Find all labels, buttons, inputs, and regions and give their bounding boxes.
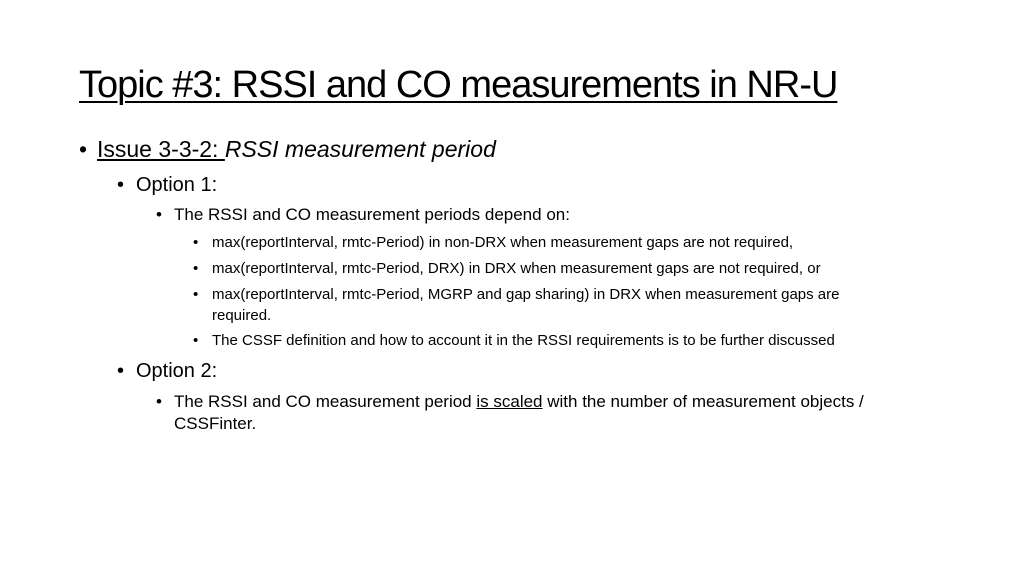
issue-label: Issue 3-3-2: bbox=[97, 136, 225, 162]
list-item: max(reportInterval, rmtc-Period, DRX) in DRX when measurement gaps are not required, or bbox=[212, 260, 821, 277]
bullet-icon: • bbox=[79, 136, 88, 162]
option2-text bbox=[174, 391, 864, 413]
bullet-icon: • bbox=[156, 392, 162, 411]
list-item: max(reportInterval, rmtc-Period, MGRP and gap sharing) in DRX when measurement gaps are bbox=[212, 286, 840, 303]
bullet-icon: • bbox=[193, 332, 199, 349]
bullet-icon: • bbox=[117, 360, 125, 382]
bullet-icon: • bbox=[117, 174, 125, 196]
option2-text-underlined: is scaled bbox=[476, 392, 543, 411]
option1-intro: The RSSI and CO measurement periods depend on: bbox=[174, 205, 570, 224]
option1-label: Option 1: bbox=[136, 174, 218, 196]
slide-title: Topic #3: RSSI and CO measurements in NR-U bbox=[79, 64, 838, 106]
list-item: The CSSF definition and how to account it in the RSSI requirements is to be further discussed bbox=[212, 332, 835, 349]
bullet-icon: • bbox=[156, 205, 162, 224]
issue-line bbox=[97, 135, 496, 163]
bullet-icon: • bbox=[193, 260, 199, 277]
issue-topic: RSSI measurement period bbox=[224, 136, 496, 162]
option2-text-after: with the number of measurement objects / bbox=[542, 392, 864, 411]
bullet-icon: • bbox=[193, 286, 199, 303]
option2-text-line2: CSSFinter. bbox=[174, 414, 257, 433]
option2-label: Option 2: bbox=[136, 360, 218, 382]
bullet-icon: • bbox=[193, 234, 199, 251]
list-item: max(reportInterval, rmtc-Period) in non-DRX when measurement gaps are not required, bbox=[212, 234, 794, 251]
option2-text-before: The RSSI and CO measurement period bbox=[174, 392, 477, 411]
list-item-continuation: required. bbox=[212, 307, 272, 324]
